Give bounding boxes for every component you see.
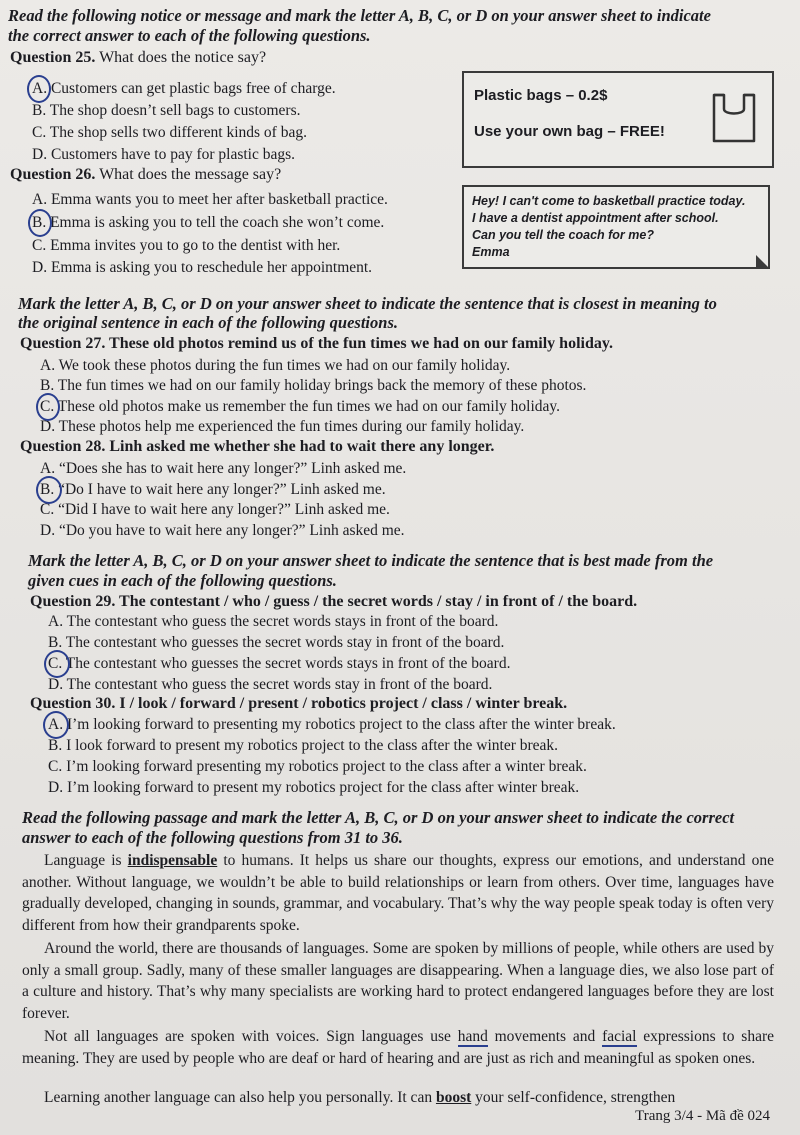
q28-option-c[interactable]: C. “Did I have to wait here any longer?” Linh asked me. bbox=[40, 501, 390, 518]
section4-instruction-line2: answer to each of the following questions from 31 to 36. bbox=[22, 828, 403, 847]
q30-option-d[interactable]: D. I’m looking forward to present my robotics project for the class after winter break. bbox=[48, 779, 580, 796]
section4-instruction-line1: Read the following passage and mark the letter A, B, C, or D on your answer sheet to indicate the correct bbox=[22, 808, 735, 827]
passage-word-hand: hand bbox=[457, 1028, 488, 1045]
q30-option-b[interactable]: B. I look forward to present my robotics project to the class after the winter break. bbox=[48, 737, 559, 754]
q29-option-d[interactable]: D. The contestant who guess the secret words stay in front of the board. bbox=[48, 676, 493, 693]
q28-option-d[interactable]: D. “Do you have to wait here any longer?” Linh asked me. bbox=[40, 522, 405, 539]
q27-option-a[interactable]: A. We took these photos during the fun times we had on our family holiday. bbox=[40, 357, 511, 374]
passage-p4-rest: your self-confidence, strengthen bbox=[471, 1089, 676, 1106]
q25-text: What does the notice say? bbox=[99, 49, 267, 66]
q26-header bbox=[10, 165, 281, 185]
q27-option-d[interactable]: D. These photos help me experienced the fun times during our family holiday. bbox=[40, 418, 525, 435]
q26-label: Question 26. bbox=[10, 166, 96, 183]
q27-answer-mark bbox=[36, 393, 60, 421]
passage-paragraph-2: Around the world, there are thousands of languages. Some are spoken by millions of people, while others are used by only a small group. Sadly, many of these smaller languages are disappearing. When a language dies, we also lose part of a culture and history. That’s why many specialists are working hard to protect endangered languages before they are lost forever. bbox=[22, 940, 774, 1022]
q26-text: What does the message say? bbox=[99, 166, 282, 183]
passage-p3-a: Not all languages are spoken with voices. Sign languages use bbox=[44, 1028, 458, 1045]
passage-p1-start: Language is bbox=[44, 852, 128, 869]
message-line3: Can you tell the coach for me? bbox=[472, 228, 654, 242]
q25-option-c[interactable]: C. The shop sells two different kinds of bag. bbox=[32, 124, 307, 141]
section3-instruction-line1: Mark the letter A, B, C, or D on your answer sheet to indicate the sentence that is best made from the bbox=[28, 551, 714, 570]
q26-answer-mark bbox=[28, 209, 52, 237]
q25-answer-mark bbox=[27, 75, 51, 103]
q27-header: Question 27. These old photos remind us of the fun times we had on our family holiday. bbox=[20, 335, 613, 352]
q25-option-d[interactable]: D. Customers have to pay for plastic bags. bbox=[32, 146, 296, 163]
q29-option-b[interactable]: B. The contestant who guesses the secret words stay in front of the board. bbox=[48, 634, 505, 651]
passage-p3-b: movements and bbox=[487, 1028, 603, 1045]
passage-p4-start: Learning another language can also help you personally. It can bbox=[44, 1089, 436, 1106]
notice-line1: Plastic bags – 0.2$ bbox=[474, 87, 608, 104]
section1-instruction-line2: the correct answer to each of the following questions. bbox=[8, 26, 371, 45]
notice-box bbox=[462, 71, 774, 168]
q26-option-c[interactable]: C. Emma invites you to go to the dentist with her. bbox=[32, 237, 341, 254]
q29-answer-mark bbox=[44, 650, 70, 678]
q28-header: Question 28. Linh asked me whether she had to wait there any longer. bbox=[20, 438, 495, 455]
passage-paragraph-4 bbox=[22, 1087, 774, 1109]
passage-p1-rest: to humans. It helps us share our thoughts, express our emotions, and understand one another. Without language, we wouldn’t be able to build relationships or learn from others. Over time, languages have gradually developed, changing in sounds, grammar, and vocabulary. That’s why the way people speak today is often very different from how their grandparents spoke. bbox=[22, 852, 774, 934]
q25-option-a[interactable]: A. Customers can get plastic bags free of charge. bbox=[32, 80, 336, 97]
shopping-bag-icon bbox=[710, 87, 758, 145]
section3-instruction-line2: given cues in each of the following questions. bbox=[28, 571, 337, 590]
message-line2: I have a dentist appointment after school. bbox=[472, 211, 719, 225]
section2-instruction-line1: Mark the letter A, B, C, or D on your answer sheet to indicate the sentence that is closest in meaning to bbox=[18, 294, 717, 313]
message-signature: Emma bbox=[472, 245, 510, 259]
q30-answer-mark bbox=[43, 711, 69, 739]
q25-option-b[interactable]: B. The shop doesn’t sell bags to customers. bbox=[32, 102, 301, 119]
q30-option-a[interactable]: A. I’m looking forward to presenting my robotics project to the class after the winter break. bbox=[48, 716, 616, 733]
q29-option-a[interactable]: A. The contestant who guess the secret words stays in front of the board. bbox=[48, 613, 499, 630]
passage-word-facial: facial bbox=[602, 1028, 637, 1045]
passage-paragraph-3 bbox=[22, 1026, 774, 1069]
page-footer: Trang 3/4 - Mã đề 024 bbox=[635, 1108, 770, 1124]
q26-option-b[interactable]: B. Emma is asking you to tell the coach she won’t come. bbox=[32, 214, 385, 231]
q27-option-b[interactable]: B. The fun times we had on our family holiday brings back the memory of these photos. bbox=[40, 377, 587, 394]
q29-header: Question 29. The contestant / who / guess / the secret words / stay / in front of / the board. bbox=[30, 593, 638, 610]
message-line1: Hey! I can't come to basketball practice today. bbox=[472, 194, 746, 208]
passage-keyword-indispensable: indispensable bbox=[127, 852, 218, 869]
q25-label: Question 25. bbox=[10, 49, 96, 66]
section1-instruction-line1: Read the following notice or message and mark the letter A, B, C, or D on your answer sheet to indicate bbox=[8, 6, 711, 25]
q30-option-c[interactable]: C. I’m looking forward presenting my robotics project to the class after a winter break. bbox=[48, 758, 587, 775]
q30-header: Question 30. I / look / forward / present / robotics project / class / winter break. bbox=[30, 695, 568, 712]
section2-instruction-line2: the original sentence in each of the following questions. bbox=[18, 313, 398, 332]
q28-option-a[interactable]: A. “Does she has to wait here any longer?” Linh asked me. bbox=[40, 460, 407, 477]
q25-header bbox=[10, 48, 266, 68]
passage-paragraph-1 bbox=[22, 850, 774, 936]
q26-option-a[interactable]: A. Emma wants you to meet her after basketball practice. bbox=[32, 191, 388, 208]
passage-keyword-boost: boost bbox=[435, 1089, 472, 1106]
message-box bbox=[462, 185, 770, 269]
notice-line2: Use your own bag – FREE! bbox=[474, 123, 665, 140]
q27-option-c[interactable]: C. These old photos make us remember the fun times we had on our family holiday. bbox=[40, 398, 560, 415]
q28-answer-mark bbox=[36, 476, 62, 504]
page-fold-icon bbox=[756, 255, 770, 269]
q29-option-c[interactable]: C. The contestant who guesses the secret words stays in front of the board. bbox=[48, 655, 511, 672]
passage-p3-c: expressions to share meaning. They are used by people who are deaf or hard of hearing and are just as rich and meaningful as spoken ones. bbox=[22, 1028, 774, 1067]
q26-option-d[interactable]: D. Emma is asking you to reschedule her appointment. bbox=[32, 259, 373, 276]
q28-option-b[interactable]: B. “Do I have to wait here any longer?” Linh asked me. bbox=[40, 481, 386, 498]
